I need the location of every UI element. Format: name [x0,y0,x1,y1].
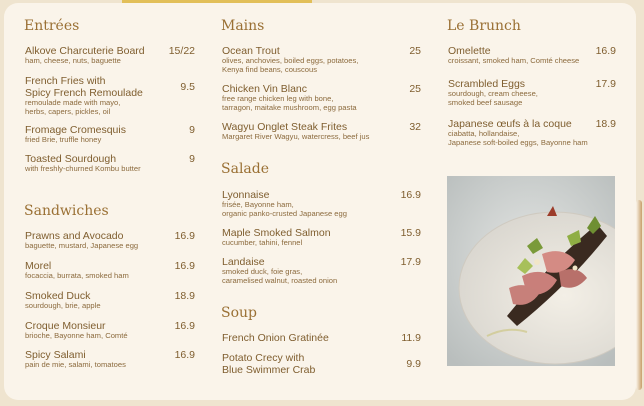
item-name: French Onion Gratinée [222,332,329,344]
item-price: 16.9 [174,230,195,242]
item-name: French Fries with Spicy French Remoulade [25,75,143,99]
item-name: Maple Smoked Salmon [222,227,331,239]
item-desc: focaccia, burrata, smoked ham [25,271,129,280]
item-desc: ciabatta, hollandaise, Japanese soft-boiled eggs, Bayonne ham [448,129,588,147]
menu-item [25,75,195,116]
item-price: 32 [409,121,421,133]
menu-item [25,349,195,370]
item-price: 15/22 [168,45,195,57]
item-price: 17.9 [400,256,421,268]
dish-photo [447,176,615,366]
section-title-le-brunch: Le Brunch [447,18,521,34]
menu-item [222,121,422,142]
item-desc: fried Brie, truffle honey [25,135,102,144]
section-title-sandwiches: Sandwiches [24,203,109,219]
menu-item [448,78,618,107]
item-name: Fromage Cromesquis [25,124,126,136]
item-name: Landaise [222,256,265,268]
item-desc: pain de mie, salami, tomatoes [25,360,126,369]
item-desc: free range chicken leg with bone, tarragon, maitake mushroom, egg pasta [222,94,357,112]
item-desc: ham, cheese, nuts, baguette [25,56,121,65]
item-name: Toasted Sourdough [25,153,117,165]
item-name: Croque Monsieur [25,320,106,332]
item-desc: Margaret River Wagyu, watercress, beef jus [222,132,370,141]
item-name: Lyonnaise [222,189,270,201]
menu-item [25,320,195,341]
menu-item [448,45,618,66]
menu-item [25,45,195,66]
menu-item [222,352,422,376]
item-name: Wagyu Onglet Steak Frites [222,121,348,133]
item-desc: with freshly-churned Kombu butter [25,164,141,173]
item-price: 16.9 [595,45,616,57]
item-name: Chicken Vin Blanc [222,83,308,95]
menu-item [222,189,422,218]
item-desc: sourdough, brie, apple [25,301,101,310]
section-title-soup: Soup [221,305,257,321]
item-name: Omelette [448,45,491,57]
section-title-mains: Mains [221,18,265,34]
menu-item [222,227,422,248]
section-title-salade: Salade [221,161,270,177]
item-price: 16.9 [174,260,195,272]
item-desc: sourdough, cream cheese, smoked beef sausage [448,89,538,107]
item-name: Prawns and Avocado [25,230,124,242]
menu-item [448,118,618,147]
item-desc: croissant, smoked ham, Comté cheese [448,56,580,65]
item-name: Alkove Charcuterie Board [25,45,145,57]
item-name: Smoked Duck [25,290,91,302]
item-price: 16.9 [174,349,195,361]
item-price: 9 [189,124,195,136]
sheet-edge [636,200,642,390]
item-price: 9 [189,153,195,165]
item-desc: frisée, Bayonne ham, organic panko-crusted Japanese egg [222,200,347,218]
item-price: 18.9 [174,290,195,302]
item-name: Potato Crecy with Blue Swimmer Crab [222,352,316,376]
item-name: Scrambled Eggs [448,78,526,90]
menu-item [25,260,195,281]
item-name: Spicy Salami [25,349,86,361]
item-price: 18.9 [595,118,616,130]
dish-photo-illustration [447,176,615,366]
menu-item [222,83,422,112]
section-title-entrees: Entrées [24,18,80,34]
item-price: 11.9 [401,332,421,344]
item-desc: olives, anchovies, boiled eggs, potatoes, Kenya find beans, couscous [222,56,359,74]
item-price: 16.9 [174,320,195,332]
item-desc: brioche, Bayonne ham, Comté [25,331,128,340]
menu-item [25,124,195,145]
item-price: 25 [409,45,421,57]
item-price: 17.9 [595,78,616,90]
item-price: 9.5 [180,81,195,93]
menu-item [222,332,422,344]
menu-item [25,153,195,174]
item-desc: smoked duck, foie gras, caramelised walnut, roasted onion [222,267,338,285]
item-name: Ocean Trout [222,45,280,57]
item-price: 16.9 [400,189,421,201]
item-name: Morel [25,260,52,272]
menu-item [25,230,195,251]
menu-item [222,45,422,74]
item-price: 15.9 [400,227,421,239]
item-desc: baguette, mustard, Japanese egg [25,241,139,250]
item-price: 9.9 [406,358,421,370]
item-price: 25 [409,83,421,95]
item-name: Japanese œufs à la coque [448,118,572,130]
item-desc: cucumber, tahini, fennel [222,238,303,247]
item-desc: remoulade made with mayo, herbs, capers, pickles, oil [25,98,121,116]
menu-item [25,290,195,311]
menu-item [222,256,422,285]
